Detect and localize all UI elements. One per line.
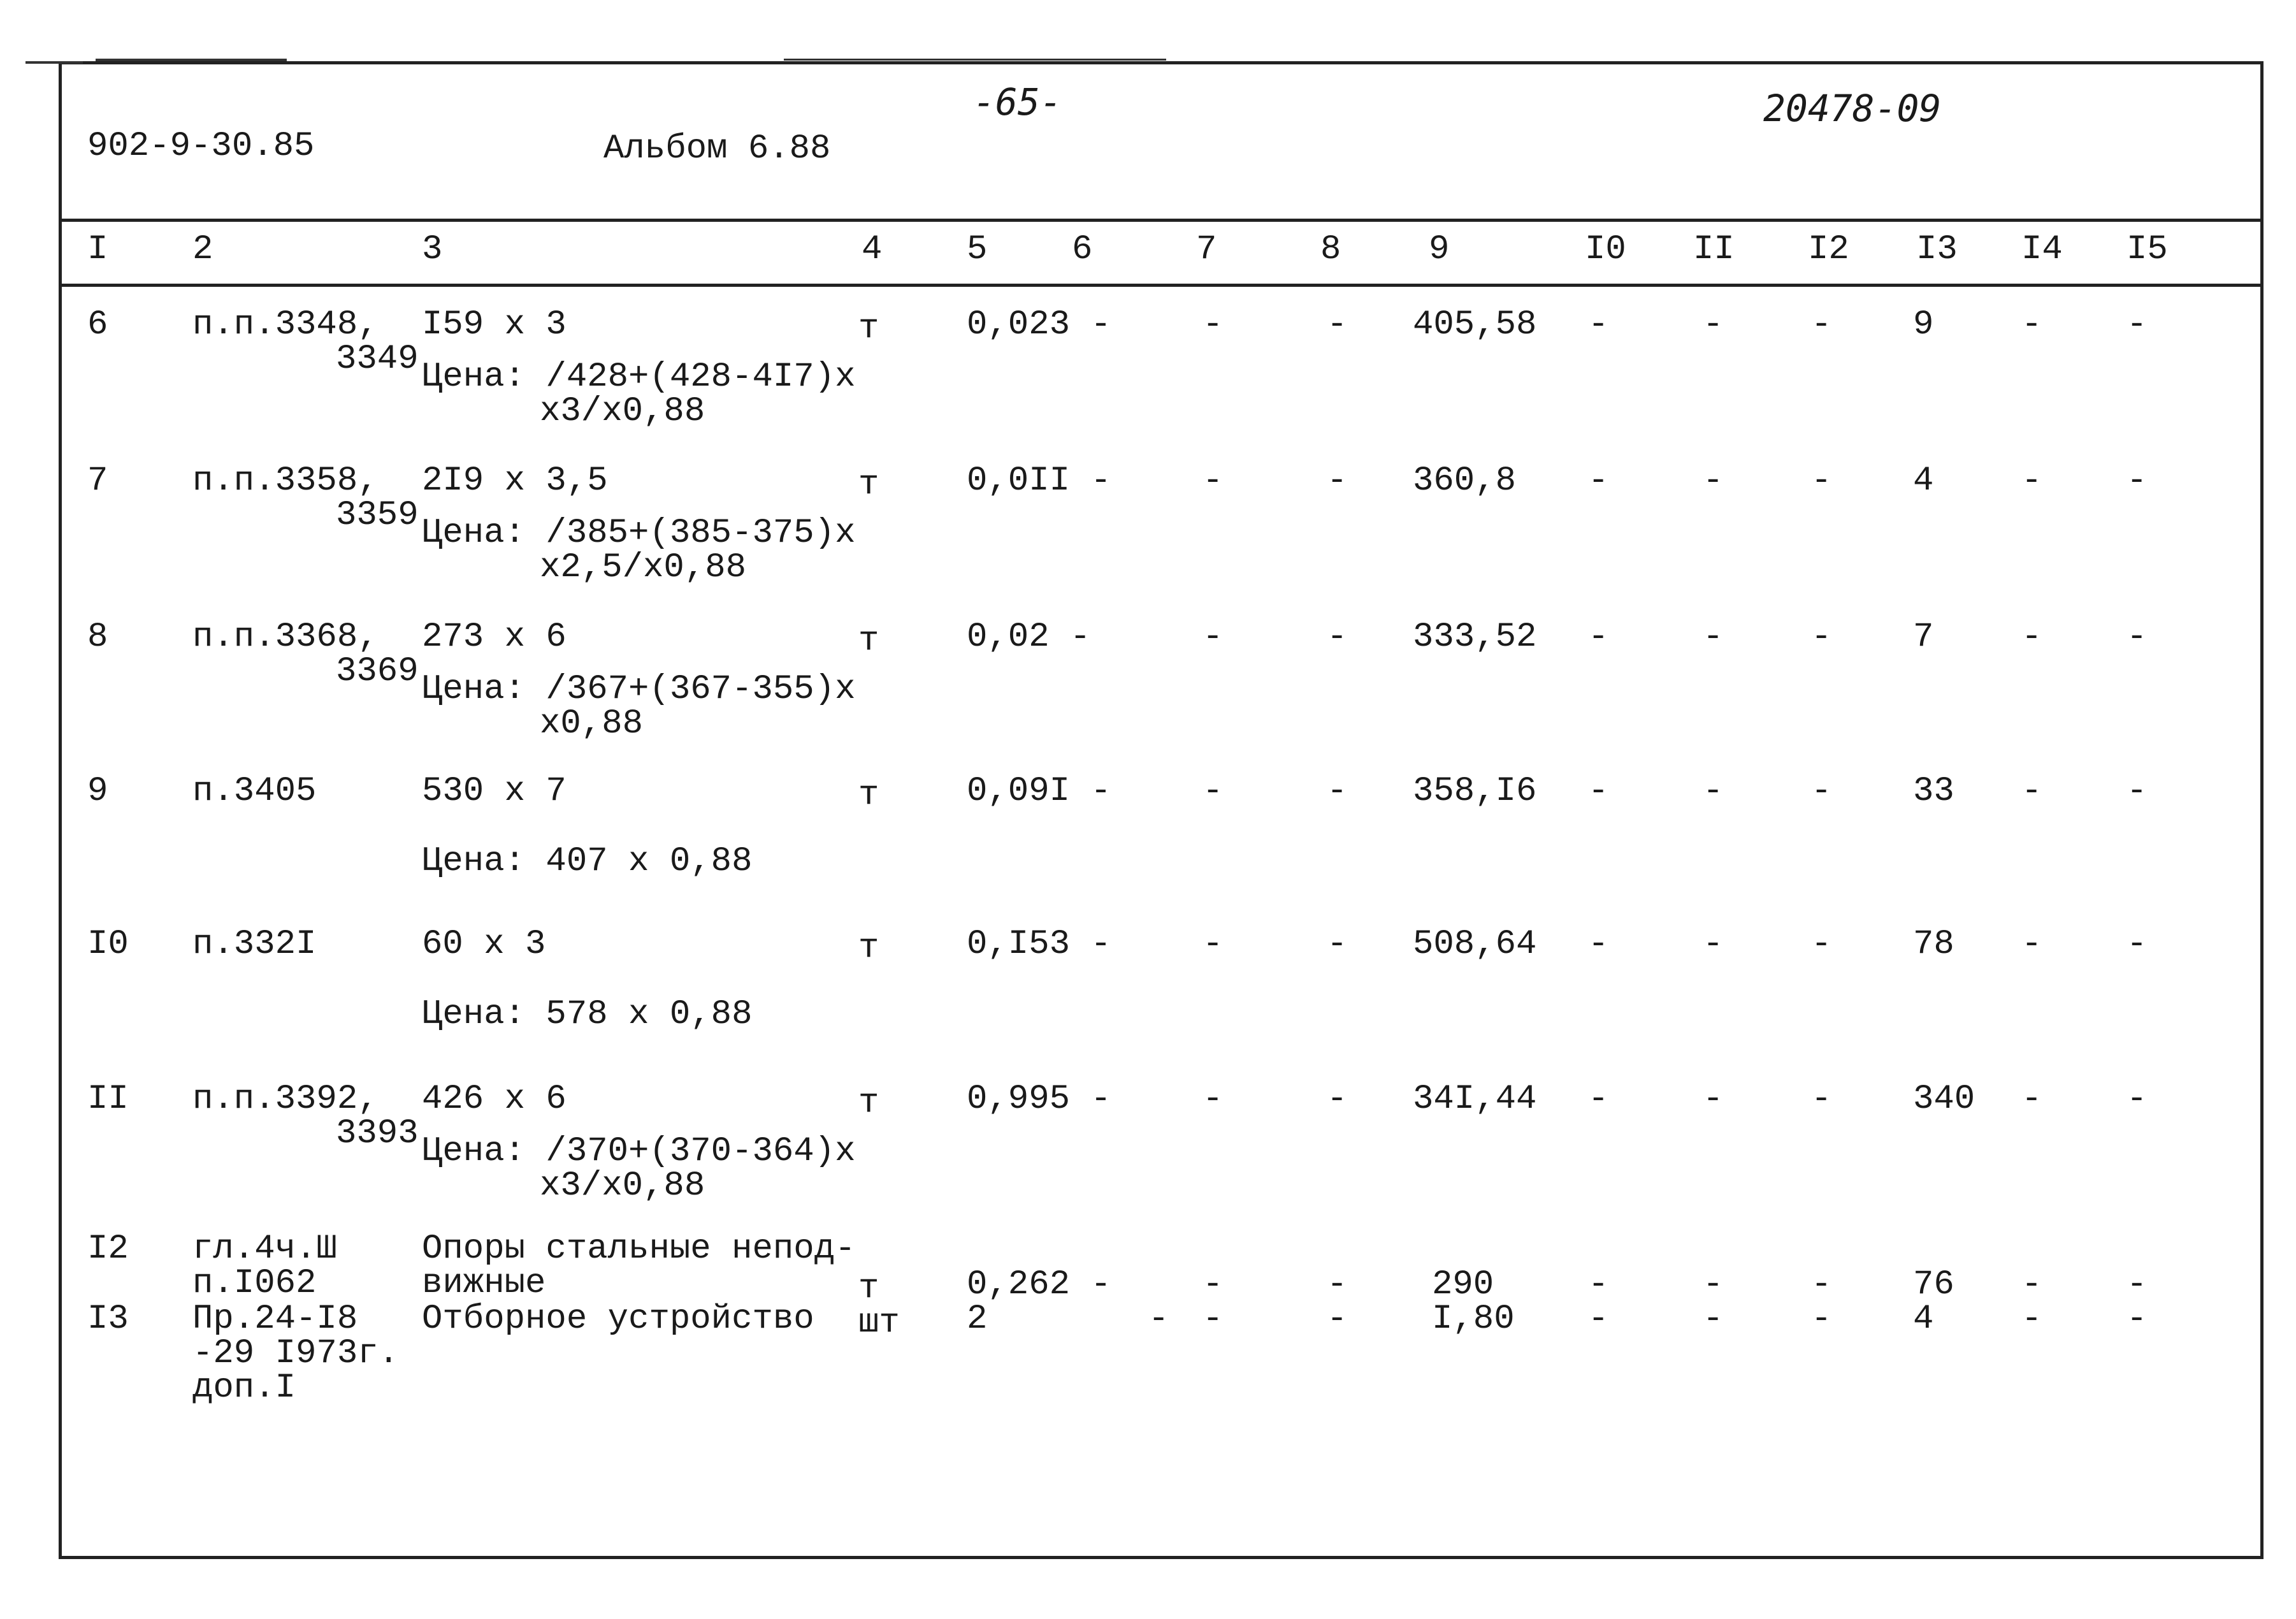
cell-col7: - bbox=[1202, 772, 1224, 811]
column-header-10: I0 bbox=[1585, 230, 1626, 269]
document-sheet bbox=[59, 61, 2264, 1559]
cell-col7: - bbox=[1202, 1265, 1224, 1304]
cell-row-number: I3 bbox=[87, 1300, 129, 1339]
cell-price: 358,I6 bbox=[1413, 772, 1537, 811]
cell-description: Цена: /370+(370-364)x bbox=[422, 1132, 856, 1171]
cell-row-number: 8 bbox=[87, 618, 108, 657]
cell-reference: п.I062 bbox=[192, 1264, 317, 1303]
cell-description: Цена: /367+(367-355)x bbox=[422, 670, 856, 709]
cell-col13: 33 bbox=[1913, 772, 1954, 811]
cell-col14: - bbox=[2021, 925, 2042, 964]
top-edge-stroke bbox=[25, 61, 83, 64]
header-rule-top bbox=[62, 219, 2260, 222]
column-header-1: I bbox=[87, 230, 108, 269]
cell-unit: т bbox=[858, 621, 879, 660]
cell-price: 290 bbox=[1432, 1265, 1494, 1304]
cell-col7: - bbox=[1202, 1080, 1224, 1119]
cell-reference: п.3405 bbox=[192, 772, 317, 811]
cell-reference: 3393 bbox=[336, 1114, 419, 1153]
cell-row-number: 6 bbox=[87, 305, 108, 344]
column-header-3: 3 bbox=[422, 230, 443, 269]
cell-col11: - bbox=[1703, 772, 1724, 811]
column-header-5: 5 bbox=[967, 230, 988, 269]
cell-col13: 78 bbox=[1913, 925, 1954, 964]
cell-col15: - bbox=[2126, 305, 2148, 344]
cell-col11: - bbox=[1703, 925, 1724, 964]
cell-col7: - bbox=[1202, 618, 1224, 657]
cell-col13: 7 bbox=[1913, 618, 1934, 657]
cell-description: x2,5/x0,88 bbox=[540, 548, 747, 587]
cell-col15: - bbox=[2126, 461, 2148, 500]
cell-col6: - bbox=[1148, 1300, 1169, 1339]
cell-col8: - bbox=[1327, 772, 1348, 811]
cell-col7: - bbox=[1202, 925, 1224, 964]
sheet-code: 20478-09 bbox=[1763, 87, 1942, 130]
cell-col11: - bbox=[1703, 1265, 1724, 1304]
cell-unit: шт bbox=[858, 1303, 900, 1342]
cell-col12: - bbox=[1811, 305, 1832, 344]
cell-quantity: 0,I53 - bbox=[967, 925, 1111, 964]
top-edge-stroke bbox=[784, 59, 1166, 61]
cell-col15: - bbox=[2126, 1080, 2148, 1119]
cell-description: Цена: /428+(428-4I7)x bbox=[422, 358, 856, 396]
column-header-7: 7 bbox=[1196, 230, 1217, 269]
cell-col11: - bbox=[1703, 618, 1724, 657]
cell-description: 426 x 6 bbox=[422, 1080, 567, 1119]
cell-reference: п.332I bbox=[192, 925, 317, 964]
column-header-12: I2 bbox=[1808, 230, 1849, 269]
cell-reference: доп.I bbox=[192, 1369, 296, 1407]
column-header-15: I5 bbox=[2126, 230, 2168, 269]
cell-col14: - bbox=[2021, 1300, 2042, 1339]
cell-col8: - bbox=[1327, 461, 1348, 500]
cell-description: 273 x 6 bbox=[422, 618, 567, 657]
column-header-2: 2 bbox=[192, 230, 213, 269]
cell-col14: - bbox=[2021, 461, 2042, 500]
cell-col13: 4 bbox=[1913, 461, 1934, 500]
cell-col10: - bbox=[1588, 618, 1609, 657]
cell-reference: п.п.3358, bbox=[192, 461, 379, 500]
cell-col12: - bbox=[1811, 1300, 1832, 1339]
cell-col8: - bbox=[1327, 925, 1348, 964]
column-header-4: 4 bbox=[862, 230, 883, 269]
cell-col7: - bbox=[1202, 461, 1224, 500]
cell-unit: т bbox=[858, 465, 879, 504]
cell-col12: - bbox=[1811, 925, 1832, 964]
cell-description: Цена: 407 x 0,88 bbox=[422, 842, 753, 881]
cell-col13: 76 bbox=[1913, 1265, 1954, 1304]
cell-col8: - bbox=[1327, 1265, 1348, 1304]
column-header-8: 8 bbox=[1320, 230, 1341, 269]
cell-unit: т bbox=[858, 309, 879, 348]
cell-quantity: 0,09I - bbox=[967, 772, 1111, 811]
cell-quantity: 0,995 - bbox=[967, 1080, 1111, 1119]
cell-col13: 340 bbox=[1913, 1080, 1975, 1119]
cell-col14: - bbox=[2021, 1265, 2042, 1304]
cell-row-number: 9 bbox=[87, 772, 108, 811]
cell-price: 333,52 bbox=[1413, 618, 1537, 657]
header-rule-bottom bbox=[62, 284, 2260, 287]
cell-col11: - bbox=[1703, 305, 1724, 344]
cell-reference: п.п.3348, bbox=[192, 305, 379, 344]
cell-reference: гл.4ч.Ш bbox=[192, 1230, 337, 1268]
cell-price: 508,64 bbox=[1413, 925, 1537, 964]
cell-col13: 9 bbox=[1913, 305, 1934, 344]
doc-code: 902-9-30.85 bbox=[87, 127, 315, 166]
cell-col15: - bbox=[2126, 618, 2148, 657]
cell-col10: - bbox=[1588, 1300, 1609, 1339]
cell-price: 405,58 bbox=[1413, 305, 1537, 344]
cell-description: 2I9 x 3,5 bbox=[422, 461, 608, 500]
cell-quantity: 0,262 - bbox=[967, 1265, 1111, 1304]
cell-col10: - bbox=[1588, 925, 1609, 964]
cell-col11: - bbox=[1703, 1080, 1724, 1119]
cell-description: 60 x 3 bbox=[422, 925, 546, 964]
cell-description: x3/x0,88 bbox=[540, 1166, 705, 1205]
cell-reference: 3359 bbox=[336, 496, 419, 535]
cell-col15: - bbox=[2126, 925, 2148, 964]
column-header-13: I3 bbox=[1916, 230, 1958, 269]
cell-col8: - bbox=[1327, 618, 1348, 657]
cell-unit: т bbox=[858, 1084, 879, 1122]
cell-row-number: I0 bbox=[87, 925, 129, 964]
column-header-9: 9 bbox=[1429, 230, 1450, 269]
cell-description: Опоры стальные непод- bbox=[422, 1230, 856, 1268]
cell-col11: - bbox=[1703, 1300, 1724, 1339]
cell-col10: - bbox=[1588, 461, 1609, 500]
column-header-11: II bbox=[1693, 230, 1735, 269]
cell-col12: - bbox=[1811, 1265, 1832, 1304]
cell-col15: - bbox=[2126, 772, 2148, 811]
cell-price: I,80 bbox=[1432, 1300, 1515, 1339]
cell-row-number: I2 bbox=[87, 1230, 129, 1268]
cell-reference: 3349 bbox=[336, 340, 419, 379]
cell-col7: - bbox=[1202, 1300, 1224, 1339]
cell-col14: - bbox=[2021, 618, 2042, 657]
cell-col14: - bbox=[2021, 1080, 2042, 1119]
cell-reference: п.п.3392, bbox=[192, 1080, 379, 1119]
cell-col15: - bbox=[2126, 1300, 2148, 1339]
cell-description: x0,88 bbox=[540, 704, 644, 743]
cell-col14: - bbox=[2021, 305, 2042, 344]
cell-unit: т bbox=[858, 776, 879, 815]
cell-quantity: 0,02 - bbox=[967, 618, 1091, 657]
top-edge-stroke bbox=[96, 59, 287, 61]
cell-col10: - bbox=[1588, 305, 1609, 344]
column-header-6: 6 bbox=[1072, 230, 1093, 269]
cell-col8: - bbox=[1327, 1080, 1348, 1119]
cell-col13: 4 bbox=[1913, 1300, 1934, 1339]
cell-col10: - bbox=[1588, 772, 1609, 811]
cell-col12: - bbox=[1811, 1080, 1832, 1119]
column-header-14: I4 bbox=[2021, 230, 2063, 269]
cell-reference: Пр.24-I8 bbox=[192, 1300, 358, 1339]
album-label: Альбом 6.88 bbox=[603, 129, 831, 168]
cell-col10: - bbox=[1588, 1080, 1609, 1119]
cell-description: Отборное устройство bbox=[422, 1300, 814, 1339]
cell-unit: т bbox=[858, 1269, 879, 1308]
cell-description: Цена: 578 x 0,88 bbox=[422, 995, 753, 1034]
cell-col7: - bbox=[1202, 305, 1224, 344]
cell-col8: - bbox=[1327, 1300, 1348, 1339]
cell-col12: - bbox=[1811, 618, 1832, 657]
cell-quantity: 2 bbox=[967, 1300, 988, 1339]
cell-description: вижные bbox=[422, 1264, 546, 1303]
cell-col10: - bbox=[1588, 1265, 1609, 1304]
cell-col15: - bbox=[2126, 1265, 2148, 1304]
cell-reference: -29 I973г. bbox=[192, 1334, 400, 1373]
cell-col14: - bbox=[2021, 772, 2042, 811]
cell-col12: - bbox=[1811, 461, 1832, 500]
page-number: -65- bbox=[973, 80, 1062, 124]
cell-col12: - bbox=[1811, 772, 1832, 811]
cell-description: Цена: /385+(385-375)x bbox=[422, 514, 856, 553]
cell-col8: - bbox=[1327, 305, 1348, 344]
cell-quantity: 0,0II - bbox=[967, 461, 1111, 500]
cell-unit: т bbox=[858, 929, 879, 968]
cell-row-number: 7 bbox=[87, 461, 108, 500]
cell-price: 34I,44 bbox=[1413, 1080, 1537, 1119]
cell-description: x3/x0,88 bbox=[540, 392, 705, 431]
cell-reference: п.п.3368, bbox=[192, 618, 379, 657]
cell-reference: 3369 bbox=[336, 652, 419, 691]
cell-description: 530 x 7 bbox=[422, 772, 567, 811]
cell-row-number: II bbox=[87, 1080, 129, 1119]
cell-description: I59 x 3 bbox=[422, 305, 567, 344]
cell-quantity: 0,023 - bbox=[967, 305, 1111, 344]
cell-col11: - bbox=[1703, 461, 1724, 500]
cell-price: 360,8 bbox=[1413, 461, 1517, 500]
